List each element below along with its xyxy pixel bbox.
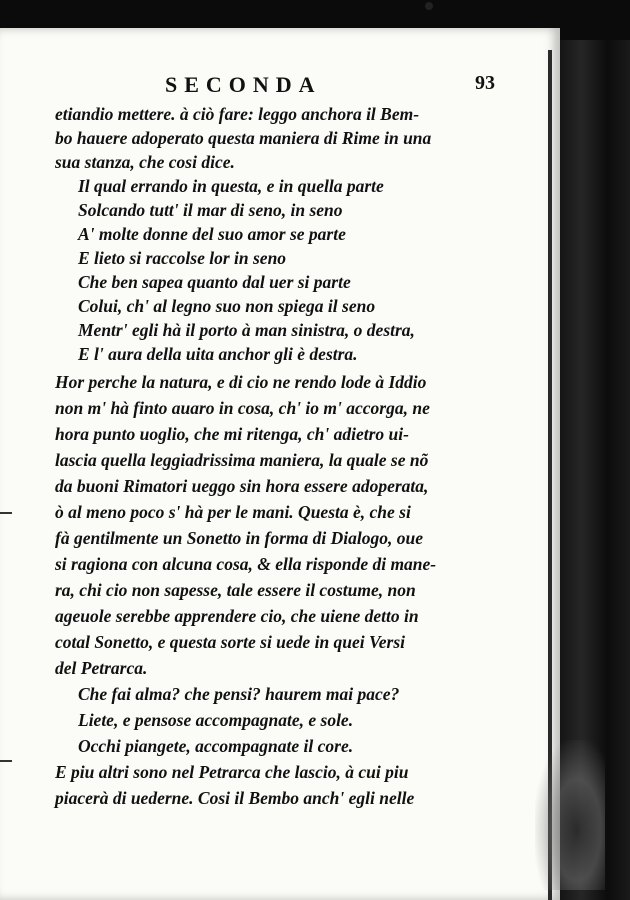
text-line: E piu altri sono nel Petrarca che lascio, à cui piu [55, 762, 409, 782]
page-stain [535, 740, 605, 890]
text-line: ageuole serebbe apprendere cio, che uiene detto in [55, 606, 419, 626]
verse-line: E lieto si raccolse lor in seno [78, 248, 287, 268]
verse-line: Che fai alma? che pensi? haurem mai pace? [78, 684, 400, 704]
running-head: SECONDA [165, 72, 322, 97]
text-line: piacerà di uederne. Cosi il Bembo anch' egli nelle [55, 788, 415, 808]
text-line: lascia quella leggiadrissima maniera, la quale se nõ [55, 450, 429, 470]
verse-line: Il qual errando in questa, e in quella parte [78, 176, 384, 196]
margin-mark [0, 512, 12, 514]
text-line: hora punto uoglio, che mi ritenga, ch' adietro ui- [55, 424, 409, 444]
ink-spot [425, 2, 433, 10]
page-header [165, 72, 495, 98]
text-line: Hor perche la natura, e di cio ne rendo lode à Iddio [55, 372, 427, 392]
text-line: ò al meno poco s' hà per le mani. Questa è, che si [55, 502, 411, 522]
verse-line: Mentr' egli hà il porto à man sinistra, o destra, [78, 320, 415, 340]
text-line: sua stanza, che cosi dice. [55, 152, 235, 172]
margin-mark [0, 760, 12, 762]
text-line: si ragiona con alcuna cosa, & ella risponde di mane- [55, 554, 437, 574]
text-line: ra, chi cio non sapesse, tale essere il costume, non [55, 580, 416, 600]
text-line: da buoni Rimatori ueggo sin hora essere adoperata, [55, 476, 429, 496]
text-line: non m' hà finto auaro in cosa, ch' io m' accorga, ne [55, 398, 430, 418]
text-line: etiandio mettere. à ciò fare: leggo anchora il Bem- [55, 104, 420, 124]
verse-line: Occhi piangete, accompagnate il core. [78, 736, 354, 756]
verse-line: E l' aura della uita anchor gli è destra. [78, 344, 358, 364]
verse-line: Colui, ch' al legno suo non spiega il seno [78, 296, 376, 316]
verse-line: Solcando tutt' il mar di seno, in seno [78, 200, 343, 220]
verse-line: A' molte donne del suo amor se parte [78, 224, 346, 244]
text-line: del Petrarca. [55, 658, 148, 678]
verse-line: Che ben sapea quanto dal uer si parte [78, 272, 351, 292]
text-line: bo hauere adoperato questa maniera di Rime in una [55, 128, 432, 148]
page-number: 93 [475, 72, 495, 94]
text-line: fà gentilmente un Sonetto in forma di Dialogo, oue [55, 528, 424, 548]
text-line: cotal Sonetto, e questa sorte si uede in quei Versi [55, 632, 406, 652]
verse-line: Liete, e pensose accompagnate, e sole. [78, 710, 354, 730]
